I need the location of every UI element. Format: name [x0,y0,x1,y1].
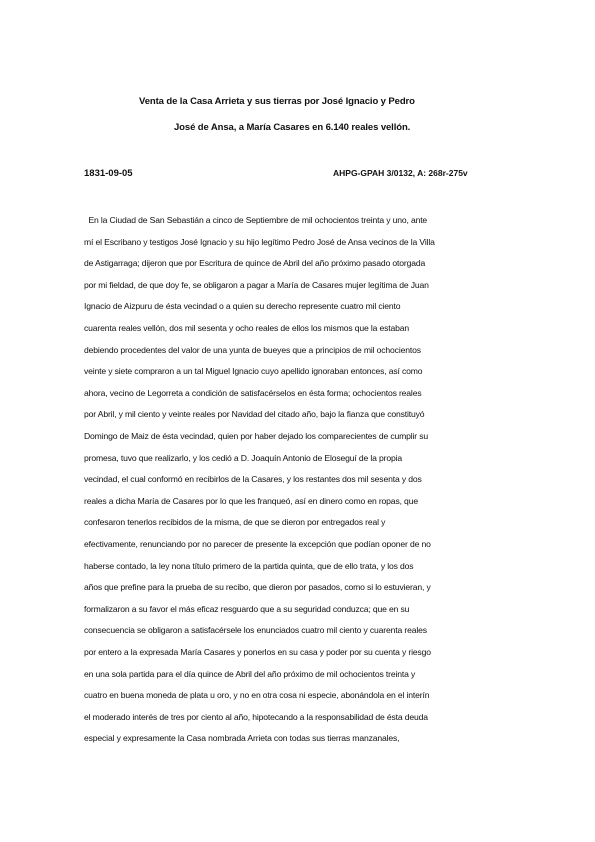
body-line: Ignacio de Aizpuru de ésta vecindad o a quien su derecho represente cuatro mil ciento [84,301,401,312]
body-line: formalizaron a su favor el más eficaz resguardo que a su seguridad conduzca; que en su [84,603,410,614]
body-line: promesa, tuvo que realizarlo, y los cedió a D. Joaquín Antonio de Eloseguí de la propia [84,452,403,463]
body-line: veinte y siete compraron a un tal Miguel Ignacio cuyo apellido ignoraban entonces, así como [84,366,423,377]
body-line: especial y expresamente la Casa nombrada Arrieta con todas sus tierras manzanales, [84,733,400,744]
body-line: cuatro en buena moneda de plata u oro, y no en otra cosa ni especie, abonándola en el interín [84,690,430,701]
document-title-line-2: José de Ansa, a María Casares en 6.140 reales vellón. [174,122,411,133]
body-line: por Abril, y mil ciento y veinte reales por Navidad del citado año, bajo la fianza que constituyó [84,409,425,420]
document-title-line-1: Venta de la Casa Arrieta y sus tierras por José Ignacio y Pedro [139,96,415,107]
body-line: el moderado interés de tres por ciento al año, hipotecando a la responsabilidad de ésta deuda [84,711,428,722]
body-line: En la Ciudad de San Sebastián a cinco de Septiembre de mil ochocientos treinta y uno, ante [84,215,428,225]
body-line: confesaron tenerlos recibidos de la misma, de que se dieron por entregados real y [84,517,386,528]
body-line: en una sola partida para el día quince de Abril del año próximo de mil ochocientos treinta y [84,668,416,679]
body-line: por entero a la expresada María Casares y ponerlos en su casa y poder por su cuenta y riesgo [84,647,431,657]
body-line: vecindad, el cual conformó en recibirlos de la Casares, y los restantes dos mil sesenta y dos [84,474,422,485]
body-line: haberse contado, la ley nona título primero de la partida quinta, que de ello trata, y los dos [84,560,414,571]
body-line: reales a dicha María de Casares por lo que les franqueó, así en dinero como en ropas, que [84,495,418,506]
body-line: consecuencia se obligaron a satisfacérsele los enunciados cuatro mil ciento y cuarenta reales [84,625,427,636]
body-line: cuarenta reales vellón, dos mil sesenta y ocho reales de ellos los mismos que la estaban [84,323,410,333]
body-line: efectivamente, renunciando por no parecer de presente la excepción que podían oponer de no [84,539,431,549]
archive-reference: AHPG-GPAH 3/0132, A: 268r-275v [333,168,468,178]
body-line: debiendo procedentes del valor de una yunta de bueyes que a principios de mil ochocientos [84,344,421,355]
body-line: años que prefine para la prueba de su recibo, que dieron por pasados, como si lo estuvieran, y [84,582,431,593]
body-line: ahora, vecino de Legorreta a condición de satisfacérselos en ésta forma; ochocientos reales [84,387,422,398]
document-date: 1831-09-05 [84,168,133,179]
body-line: mí el Escribano y testigos José Ignacio y su hijo legítimo Pedro José de Ansa vecinos de la Villa [84,236,435,247]
body-line: de Astigarraga; dijeron que por Escritura de quince de Abril del año próximo pasado otorgada [84,258,426,269]
body-line: Domingo de Maiz de ésta vecindad, quien por haber dejado los comparecientes de cumplir su [84,431,428,441]
body-line: por mi fieldad, de que doy fe, se obligaron a pagar a María de Casares mujer legítima de Juan [84,279,429,290]
